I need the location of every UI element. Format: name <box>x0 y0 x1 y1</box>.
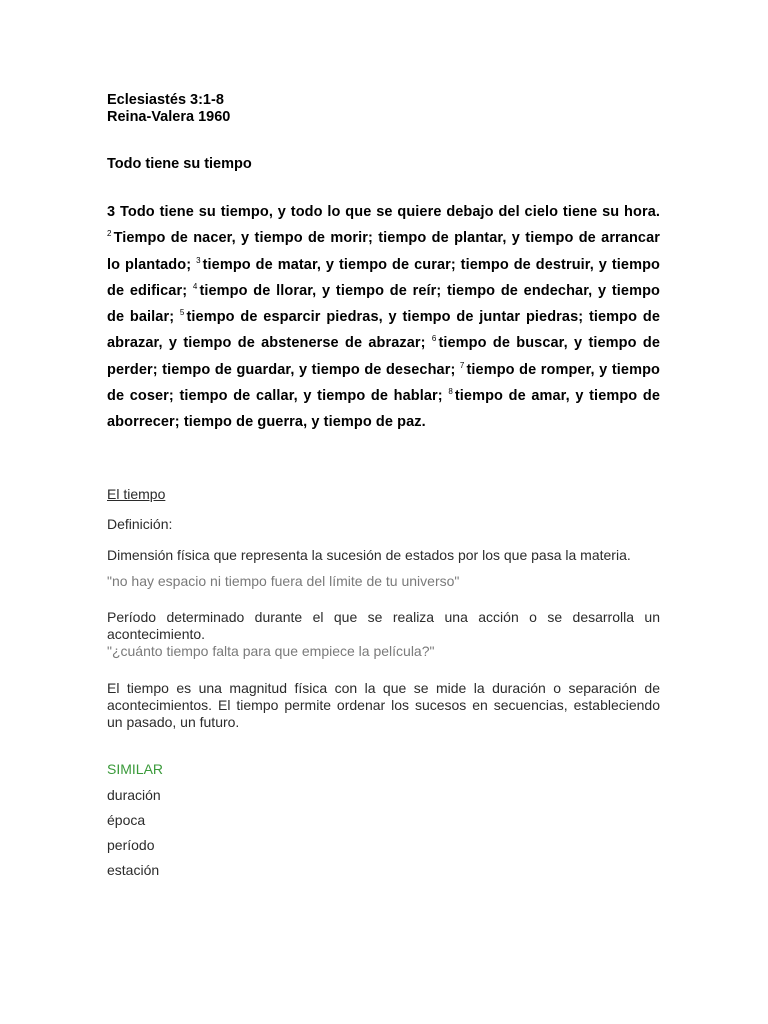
synonym-item: estación <box>107 861 160 878</box>
verse-number: 8 <box>448 387 453 397</box>
verse-number: 2 <box>107 229 112 239</box>
example-1: "no hay espacio ni tiempo fuera del límite de tu universo" <box>107 572 460 589</box>
definition-1: Dimensión física que representa la sucesión de estados por los que pasa la materia. <box>107 546 631 563</box>
verse-number: 4 <box>192 281 198 291</box>
verse-number: 3 <box>107 204 116 220</box>
passage-heading: Todo tiene su tiempo <box>107 156 252 172</box>
verse-text: tiempo de romper, y tiempo de coser; tiempo de callar, y tiempo de hablar; <box>107 361 660 405</box>
verse-text: tiempo de llorar, y tiempo de reír; tiempo de endechar, y tiempo de bailar; <box>107 282 660 326</box>
definition-label: Definición: <box>107 515 173 532</box>
verse-text: tiempo de amar, y tiempo de aborrecer; tiempo de guerra, y tiempo de paz. <box>107 388 660 431</box>
document-page <box>107 92 660 887</box>
similar-label: SIMILAR <box>107 760 164 777</box>
passage-text <box>107 199 660 436</box>
definition-2: Período determinado durante el que se realiza una acción o se desarrolla un acontecimiento. <box>107 608 660 642</box>
synonym-item: período <box>107 836 155 853</box>
section-title: El tiempo <box>107 485 166 502</box>
bible-version: Reina-Valera 1960 <box>107 109 231 125</box>
verse-text: Todo tiene su tiempo, y todo lo que se quiere debajo del cielo tiene su hora. <box>120 204 660 220</box>
scripture-reference: Eclesiastés 3:1-8 <box>107 92 224 108</box>
synonym-list <box>107 787 660 879</box>
definition-3: El tiempo es una magnitud física con la que se mide la duración o separación de acontecimientos. El tiempo permite ordenar los sucesos en secuencias, estableciendo un pasado, un futuro. <box>107 679 660 730</box>
scripture-header <box>107 92 660 126</box>
verse-number: 3 <box>196 255 201 265</box>
synonym-item: duración <box>107 786 161 803</box>
verse-number: 6 <box>431 334 437 344</box>
verse-text: tiempo de matar, y tiempo de curar; tiempo de destruir, y tiempo de edificar; <box>107 256 660 299</box>
verse-number: 7 <box>459 360 465 370</box>
example-2: "¿cuánto tiempo falta para que empiece la película?" <box>107 642 435 659</box>
verse-text: tiempo de esparcir piedras, y tiempo de juntar piedras; tiempo de abrazar, y tiempo de abstenerse de abrazar; <box>107 309 660 352</box>
verse-number: 5 <box>179 308 185 318</box>
synonym-item: época <box>107 811 146 828</box>
verse-text: Tiempo de nacer, y tiempo de morir; tiempo de plantar, y tiempo de arrancar lo plantado; <box>107 230 660 273</box>
verse-text: tiempo de buscar, y tiempo de perder; tiempo de guardar, y tiempo de desechar; <box>107 335 660 378</box>
